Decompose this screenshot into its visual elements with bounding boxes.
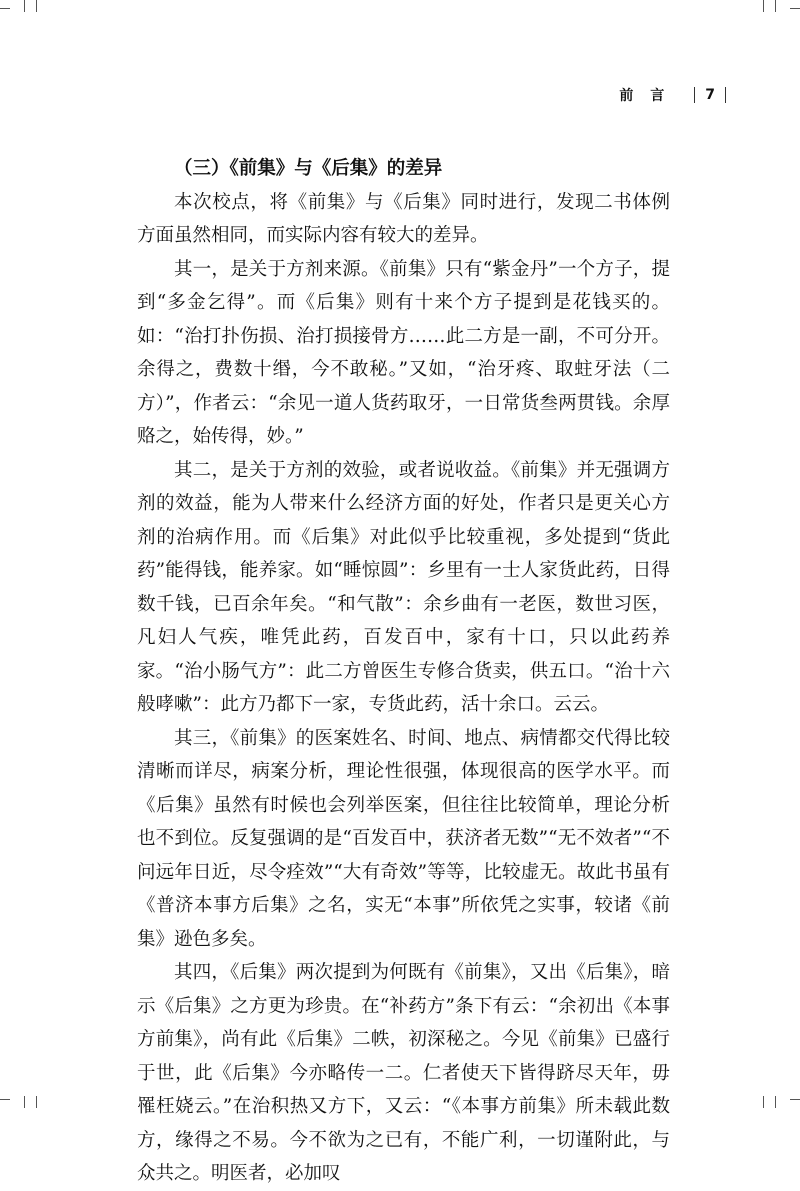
crop-mark bbox=[775, 0, 776, 12]
paragraph: 本次校点，将《前集》与《后集》同时进行，发现二书体例方面虽然相同，而实际内容有较大的差异。 bbox=[137, 191, 670, 246]
crop-mark bbox=[0, 1099, 10, 1100]
paragraph: 其四，《后集》两次提到为何既有《前集》，又出《后集》，暗示《后集》之方更为珍贵。在“补药方”条下有云：“余初出《本事方前集》，尚有此《后集》二帙，初深秘之。今见《前集》已盛行于世，此《后集》今亦略传一二。仁者使天下皆得跻尽天年，毋罹枉娆云。”在治积热又方下，又云：“《本事方前集》所未载此数方，缘得之不易。今不欲为之已有，不能广利，一切谨附此，与众共之。明医者，必加叹 bbox=[137, 962, 670, 1184]
header-separator bbox=[694, 87, 695, 103]
crop-mark bbox=[763, 1096, 764, 1108]
paragraph: 其一，是关于方剂来源。《前集》只有“紫金丹”一个方子，提到“多金乞得”。而《后集》则有十来个方子提到是花钱买的。如：“治打扑伤损、治打损接骨方……此二方是一副，不可分开。余得之，费数十缗，今不敢秘。”又如，“治牙疼、取蛀牙法（二方）”，作者云：“余见一道人货药取牙，一日常货叁两贯钱。余厚赂之，始传得，妙。” bbox=[137, 258, 670, 447]
crop-mark bbox=[24, 1096, 25, 1108]
paragraph: 其二，是关于方剂的效验，或者说收益。《前集》并无强调方剂的效益，能为人带来什么经济方面的好处，作者只是更关心方剂的治病作用。而《后集》对此似乎比较重视，多处提到“货此药”能得钱，能养家。如“睡惊圆”：乡里有一士人家货此药，日得数千钱，已百余年矣。“和气散”：余乡曲有一老医，数世习医，凡妇人气疾，唯凭此药，百发百中，家有十口，只以此药养家。“治小肠气方”：此二方曾医生专修合货卖，供五口。“治十六般哮嗽”：此方乃都下一家，专货此药，活十余口。云云。 bbox=[137, 459, 670, 715]
body-text bbox=[137, 152, 670, 1191]
running-header bbox=[619, 84, 736, 106]
crop-mark bbox=[763, 0, 764, 12]
header-separator bbox=[725, 87, 726, 103]
section-heading: （三）《前集》与《后集》的差异 bbox=[174, 158, 443, 179]
crop-mark bbox=[36, 0, 37, 12]
crop-mark bbox=[775, 1096, 776, 1108]
crop-mark bbox=[790, 1099, 800, 1100]
crop-mark bbox=[36, 1096, 37, 1108]
paragraph: 其三，《前集》的医案姓名、时间、地点、病情都交代得比较清晰而详尽，病案分析，理论性很强，体现很高的医学水平。而《后集》虽然有时候也会列举医案，但往往比较简单，理论分析也不到位。反复强调的是“百发百中，获济者无数”“无不效者”“不问远年日近，尽令痊效”“大有奇效”等等，比较虚无。故此书虽有《普济本事方后集》之名，实无“本事”所依凭之实事，较诸《前集》逊色多矣。 bbox=[137, 727, 670, 950]
header-title: 前 言 bbox=[619, 88, 671, 104]
page-number: 7 bbox=[705, 87, 715, 103]
crop-mark bbox=[790, 8, 800, 9]
crop-mark bbox=[24, 0, 25, 12]
crop-mark bbox=[0, 8, 10, 9]
